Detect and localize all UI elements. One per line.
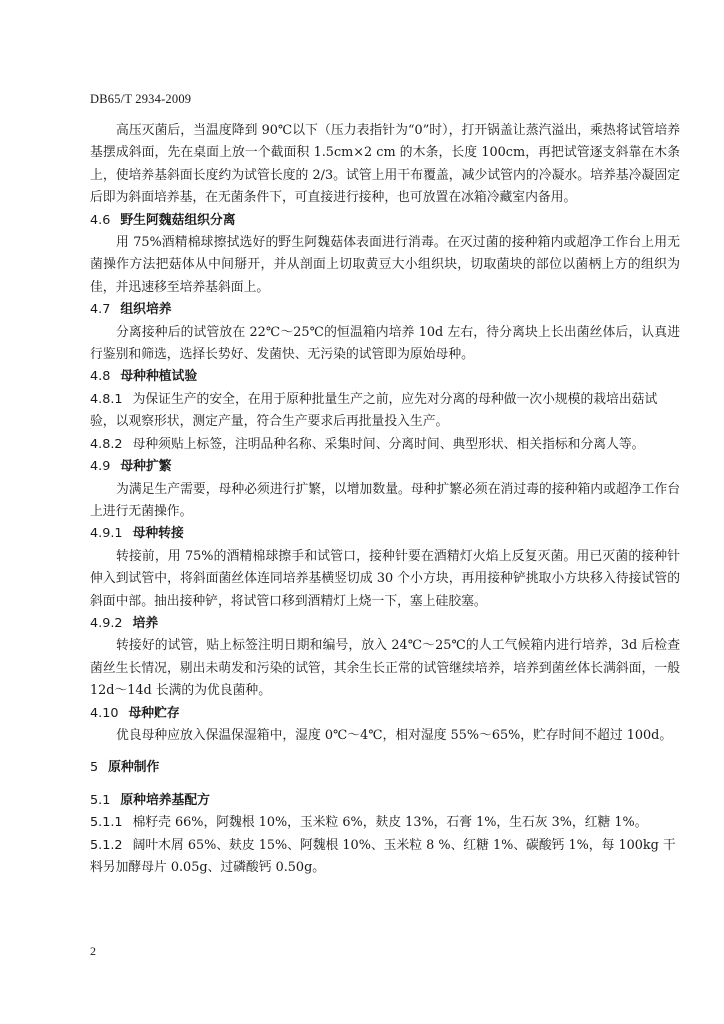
document-body (90, 120, 680, 879)
section-number: 5 (90, 760, 99, 776)
clause-text: 阔叶木屑 65%、麸皮 15%、阿魏根 10%、玉米粒 8 %、红糖 1%、碳酸钙 1%，每 100kg 干料另加酵母片 0.05g、过磷酸钙 0.50g。 (90, 837, 676, 875)
section-title: 原种培养基配方 (120, 792, 210, 808)
paragraph-4-7: 分离接种后的试管放在 22℃～25℃的恒温箱内培养 10d 左右，待分离块上长出菌丝体后，认真进行鉴别和筛选，选择长势好、发菌快、无污染的试管即为原始母种。 (90, 324, 680, 363)
clause-5-1-2 (90, 835, 680, 880)
paragraph-4-9-1: 转接前，用 75%的酒精棉球擦手和试管口，接种针要在酒精灯火焰上反复灭菌。用已灭菌的接种针伸入到试管中，将斜面菌丝体连同培养基横竖切成 30 个小方块，再用接种铲挑取小方块移入待接试管的斜面中部。抽出接种铲，将试管口移到酒精灯上烧一下，塞上硅胶塞。 (90, 548, 680, 609)
section-number: 5.1 (90, 792, 111, 808)
clause-number: 5.1.1 (90, 815, 123, 831)
section-title: 组织培养 (120, 302, 172, 318)
section-title: 母种扩繁 (120, 459, 172, 475)
section-title: 母种转接 (132, 526, 184, 542)
section-heading-4-10 (90, 703, 680, 725)
section-title: 野生阿魏菇组织分离 (120, 212, 236, 228)
section-number: 4.6 (90, 212, 111, 228)
clause-number: 4.8.2 (90, 436, 123, 452)
clause-4-8-2 (90, 434, 680, 456)
section-heading-4-9-1 (90, 523, 680, 545)
section-heading-5-1 (90, 790, 680, 812)
section-heading-4-9-2 (90, 613, 680, 635)
clause-5-1-1 (90, 812, 680, 834)
section-title: 培养 (132, 615, 159, 631)
section-heading-4-9 (90, 456, 680, 478)
paragraph-4-6: 用 75%酒精棉球擦拭选好的野生阿魏菇体表面进行消毒。在灭过菌的接种箱内或超净工作台上用无菌操作方法把菇体从中间掰开，并从剖面上切取黄豆大小组织块，切取菌块的部位以菌柄上方的组织为佳，并迅速移至培养基斜面上。 (90, 235, 680, 295)
section-title: 母种贮存 (128, 705, 180, 721)
section-title: 母种种植试验 (120, 369, 198, 385)
clause-4-8-1 (90, 389, 680, 434)
clause-text: 为保证生产的安全，在用于原种批量生产之前，应先对分离的母种做一次小规模的栽培出菇试验，以观察形状，测定产量，符合生产要求后再批量投入生产。 (90, 391, 658, 430)
section-number: 4.8 (90, 369, 111, 385)
section-title: 原种制作 (108, 760, 160, 776)
clause-text: 棉籽壳 66%，阿魏根 10%，玉米粒 6%，麸皮 13%，石膏 1%，生石灰 3%，红糖 1%。 (132, 815, 648, 831)
paragraph-4-9: 为满足生产需要，母种必须进行扩繁，以增加数量。母种扩繁必须在消过毒的接种箱内或超净工作台上进行无菌操作。 (90, 481, 680, 519)
section-heading-4-7 (90, 299, 680, 321)
standard-code: DB65/T 2934-2009 (90, 92, 192, 106)
paragraph-4-10: 优良母种应放入保温保湿箱中，湿度 0℃～4℃，相对湿度 55%～65%，贮存时间不超过 100d。 (116, 727, 673, 743)
spacer (90, 780, 680, 790)
clause-number: 4.8.1 (90, 391, 123, 407)
section-heading-4-8 (90, 366, 680, 388)
section-number: 4.9 (90, 459, 111, 475)
paragraph-4-9-2: 转接好的试管，贴上标签注明日期和编号，放入 24℃～25℃的人工气候箱内进行培养，3d 后检查菌丝生长情况，剔出未萌发和污染的试管，其余生长正常的试管继续培养，培养到菌丝体长满斜面，一般 12d～14d 长满的为优良菌种。 (90, 638, 680, 699)
spacer (90, 747, 680, 757)
page-number: 2 (90, 944, 96, 958)
clause-number: 5.1.2 (90, 837, 123, 853)
section-heading-5 (90, 757, 680, 779)
section-number: 4.9.1 (90, 526, 123, 542)
paragraph-sterilization: 高压灭菌后，当温度降到 90℃以下（压力表指针为“0”时），打开锅盖让蒸汽溢出，乘热将试管培养基摆成斜面，先在桌面上放一个截面积 1.5cm×2 cm 的木条，长度 100cm，再把试管逐支斜靠在木条上，使培养基斜面长度约为试管长度的 2/3。试管上用干布覆盖，减少试管内的冷凝水。培养基冷凝固定后即为斜面培养基，在无菌条件下，可直接进行接种，也可放置在冰箱冷藏室内备用。 (90, 123, 680, 206)
section-number: 4.9.2 (90, 615, 123, 631)
section-heading-4-6 (90, 210, 680, 232)
section-number: 4.10 (90, 705, 119, 721)
section-number: 4.7 (90, 302, 111, 318)
clause-text: 母种须贴上标签，注明品种名称、采集时间、分离时间、典型形状、相关指标和分离人等。 (132, 436, 645, 452)
